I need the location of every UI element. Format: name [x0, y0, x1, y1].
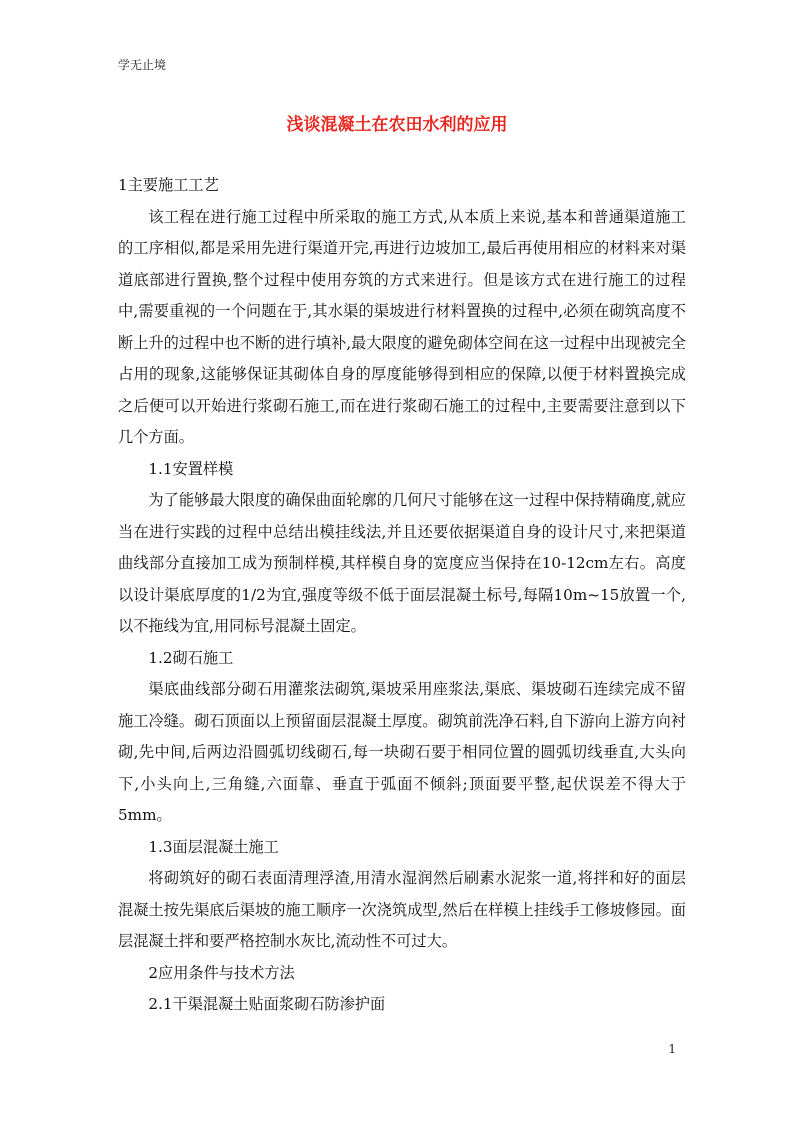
- body-paragraph: 为了能够最大限度的确保曲面轮廓的几何尺寸能够在这一过程中保持精确度,就应当在进行实践的过程中总结出模挂线法,并且还要依据渠道自身的设计尺寸,来把渠道曲线部分直接加工成为预制样模,其样模自身的宽度应当保持在10-12cm左右。高度以设计渠底厚度的1/2为宜,强度等级不低于面层混凝土标号,每隔10m~15放置一个,以不拖线为宜,用同标号混凝土固定。: [118, 491, 686, 635]
- section-heading: 2应用条件与技术方法: [148, 963, 295, 982]
- section-heading: 1主要施工工艺: [118, 176, 219, 194]
- page-header: 学无止境: [118, 58, 167, 72]
- body-paragraph: 该工程在进行施工过程中所采取的施工方式,从本质上来说,基本和普通渠道施工的工序相似,都是采用先进行渠道开完,再进行边坡加工,最后再使用相应的材料来对渠道底部进行置换,整个过程中使用夯筑的方式来进行。但是该方式在进行施工的过程中,需要重视的一个问题在于,其水渠的渠坡进行材料置换的过程中,必须在砌筑高度不断上升的过程中也不断的进行填补,最大限度的避免砌体空间在这一过程中出现被完全占用的现象,这能够保证其砌体自身的厚度能够得到相应的保障,以便于材料置换完成之后便可以开始进行浆砌石施工,而在进行浆砌石施工的过程中,主要需要注意到以下几个方面。: [118, 207, 686, 446]
- body-paragraph: 将砌筑好的砌石表面清理浮渣,用清水湿润然后刷素水泥浆一道,将拌和好的面层混凝土按先渠底后渠坡的施工顺序一次浇筑成型,然后在样模上挂线手工修坡修园。面层混凝土拌和要严格控制水灰比,流动性不可过大。: [118, 869, 686, 950]
- document-body: [118, 170, 686, 1021]
- subsection-heading: 1.2砌石施工: [148, 648, 234, 667]
- document-title: 浅谈混凝土在农田水利的应用: [286, 115, 508, 135]
- subsection-heading: 1.1安置样模: [148, 459, 234, 478]
- body-paragraph: 渠底曲线部分砌石用灌浆法砌筑,渠坡采用座浆法,渠底、渠坡砌石连续完成不留施工冷缝。砌石顶面以上预留面层混凝土厚度。砌筑前洗净石料,自下游向上游方向衬砌,先中间,后两边沿圆弧切线砌石,每一块砌石要于相同位置的圆弧切线垂直,大头向下,小头向上,三角缝,六面靠、垂直于弧面不倾斜;顶面要平整,起伏误差不得大于5mm。: [118, 680, 686, 824]
- page-number: 1: [668, 1042, 676, 1056]
- subsection-heading: 1.3面层混凝土施工: [148, 837, 279, 856]
- subsection-heading: 2.1干渠混凝土贴面浆砌石防渗护面: [148, 995, 386, 1013]
